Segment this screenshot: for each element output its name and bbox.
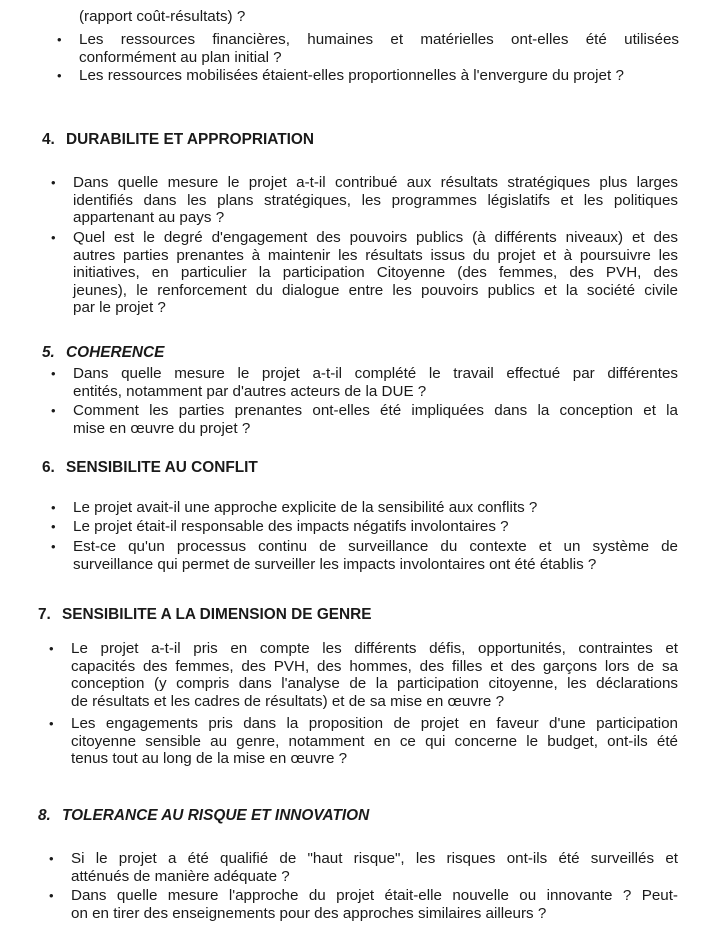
list-item <box>51 538 678 573</box>
list-item <box>49 640 678 710</box>
bullet-icon: • <box>51 366 56 381</box>
list-item-line: atténués de manière adéquate ? <box>71 867 290 885</box>
section-number: 5. <box>42 344 55 361</box>
list-item-line: surveillance qui permet de surveiller les impacts involontaires ont été établis ? <box>73 555 597 573</box>
list-item-line: entités, notamment par d'autres acteurs de la DUE ? <box>73 382 427 400</box>
list-item <box>49 887 678 922</box>
section-number: 7. <box>38 606 51 623</box>
bullet-icon: • <box>51 175 56 190</box>
bullet-icon: • <box>49 851 54 866</box>
section-title: TOLERANCE AU RISQUE ET INNOVATION <box>62 807 370 824</box>
list-item-line: de résultats et les cadres de résultats) et de sa mise en œuvre ? <box>71 692 505 710</box>
list-item-line: identifiés dans les plans stratégiques, les programmes législatifs et les politiques <box>73 191 678 209</box>
list-item-line: Dans quelle mesure l'approche du projet était-elle nouvelle ou innovante ? Peut- <box>71 887 678 904</box>
list-item-line: capacités des femmes, des PVH, des hommes, des filles et des garçons lors de sa <box>71 657 678 675</box>
bullet-icon: • <box>49 641 54 656</box>
list-item-line: autres parties prenantes à maintenir les résultats issus du projet et à poursuivre les <box>73 246 678 264</box>
section-title: SENSIBILITE A LA DIMENSION DE GENRE <box>62 606 372 623</box>
bullet-icon: • <box>49 716 54 731</box>
section-heading-8 <box>38 807 369 825</box>
section-heading-4 <box>42 131 314 149</box>
list-item <box>49 850 678 885</box>
list-item-line: jeunes), le renforcement du dialogue entre les pouvoirs publics et la société civile <box>73 281 678 299</box>
section-heading-6 <box>42 459 258 477</box>
section-heading-7 <box>38 606 372 624</box>
list-item-line: appartenant au pays ? <box>73 209 225 227</box>
bullet-icon: • <box>51 500 56 515</box>
bullet-icon: • <box>51 539 56 554</box>
section-number: 6. <box>42 459 55 476</box>
section-title: SENSIBILITE AU CONFLIT <box>66 459 258 476</box>
continuation-line: (rapport coût-résultats) ? <box>79 8 246 25</box>
list-item <box>57 67 679 85</box>
list-item <box>51 174 678 227</box>
list-item-line: mise en œuvre du projet ? <box>73 419 251 437</box>
list-item <box>51 518 678 536</box>
list-item-line: on en tirer des enseignements pour des approches similaires ailleurs ? <box>71 904 547 922</box>
list-item-line: Le projet avait-il une approche explicite de la sensibilité aux conflits ? <box>73 499 538 516</box>
bullet-icon: • <box>51 403 56 418</box>
top-continuation <box>79 8 245 26</box>
list-item-line: conformément au plan initial ? <box>79 48 282 66</box>
list-item-line: Les ressources mobilisées étaient-elles proportionnelles à l'envergure du projet ? <box>79 67 624 84</box>
section-number: 8. <box>38 807 51 824</box>
list-item <box>51 365 678 400</box>
list-item-line: Quel est le degré d'engagement des pouvoirs publics (à différents niveaux) et des <box>73 229 678 246</box>
section-number: 4. <box>42 131 55 148</box>
list-item-line: Est-ce qu'un processus continu de surveillance du contexte et un système de <box>73 538 678 555</box>
list-item-line: par le projet ? <box>73 299 166 317</box>
section-title: DURABILITE ET APPROPRIATION <box>66 131 314 148</box>
list-item-line: initiatives, en particulier la participation Citoyenne (des femmes, des PVH, des <box>73 264 678 282</box>
list-item <box>51 229 678 317</box>
list-item-line: Les ressources financières, humaines et matérielles ont-elles été utilisées <box>79 31 679 48</box>
list-item-line: tenus tout au long de la mise en œuvre ? <box>71 750 348 768</box>
list-item-line: Comment les parties prenantes ont-elles été impliquées dans la conception et la <box>73 402 678 419</box>
bullet-icon: • <box>51 519 56 534</box>
list-item <box>57 31 679 66</box>
list-item-line: Le projet était-il responsable des impacts négatifs involontaires ? <box>73 518 509 535</box>
list-item-line: conception (y compris dans l'analyse de la participation citoyenne, les déclarations <box>71 675 678 693</box>
section-title: COHERENCE <box>66 344 165 361</box>
list-item <box>51 402 678 437</box>
list-item <box>49 715 678 768</box>
bullet-icon: • <box>57 68 62 83</box>
list-item-line: citoyenne sensible au genre, notamment en ce qui concerne le budget, ont-ils été <box>71 732 678 750</box>
section-heading-5 <box>42 344 164 362</box>
bullet-icon: • <box>57 32 62 47</box>
list-item-line: Les engagements pris dans la proposition de projet en faveur d'une participation <box>71 715 678 732</box>
list-item-line: Le projet a-t-il pris en compte les différents défis, opportunités, contraintes et <box>71 640 678 657</box>
bullet-icon: • <box>51 230 56 245</box>
list-item-line: Dans quelle mesure le projet a-t-il contribué aux résultats stratégiques plus larges <box>73 174 678 191</box>
bullet-icon: • <box>49 888 54 903</box>
list-item-line: Dans quelle mesure le projet a-t-il complété le travail effectué par différentes <box>73 365 678 382</box>
list-item-line: Si le projet a été qualifié de "haut risque", les risques ont-ils été surveillés et <box>71 850 678 867</box>
list-item <box>51 499 678 517</box>
